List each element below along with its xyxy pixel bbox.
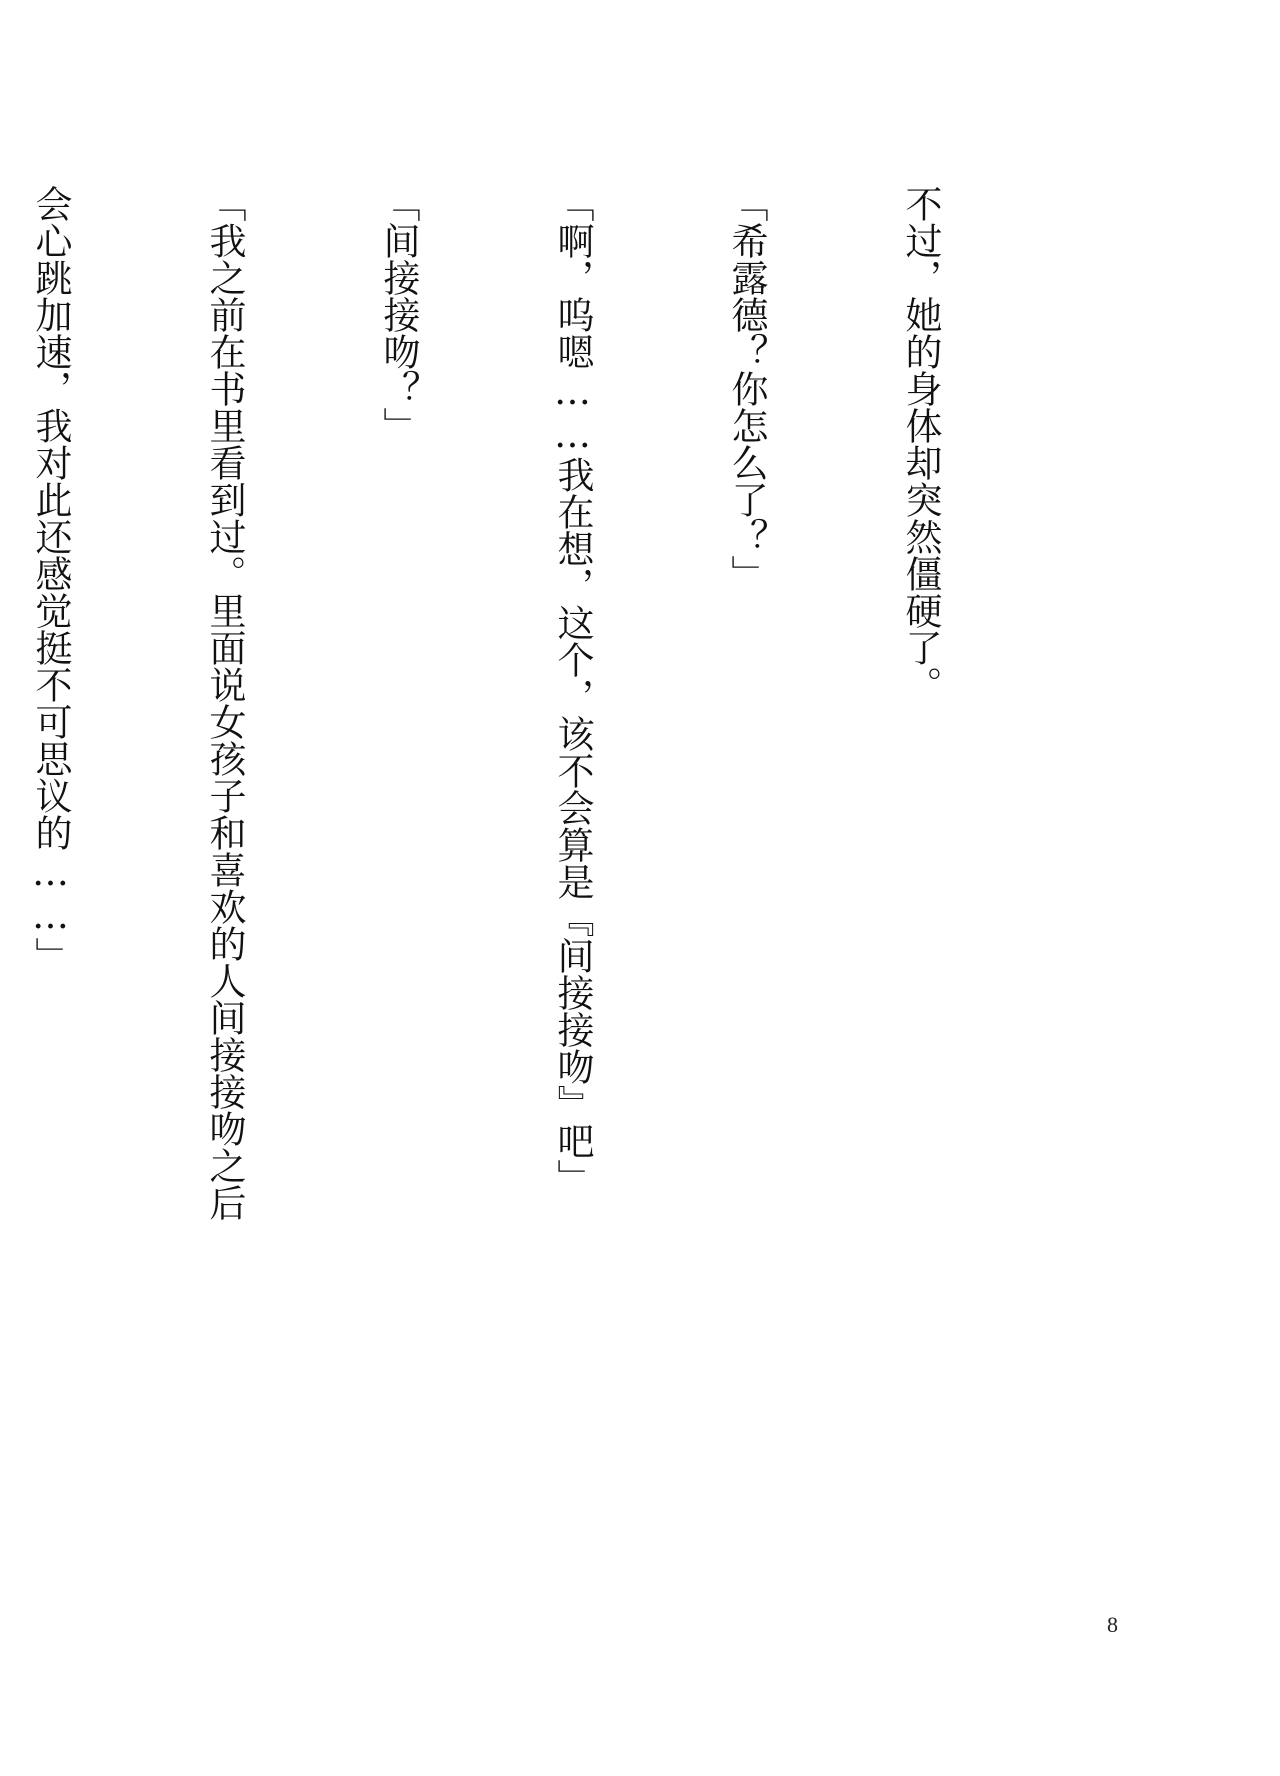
page-number: 8 — [1107, 1612, 1118, 1637]
text-line: 不过，她的身体却突然僵硬了。 — [899, 185, 942, 703]
text-line: 「希露德？你怎么了？」 — [725, 185, 768, 592]
text-line: 「间接接吻？」 — [377, 185, 420, 444]
vertical-text-body — [0, 185, 1065, 1525]
text-line: 会心跳加速，我对此还感觉挺不可思议的……」 — [29, 185, 72, 974]
text-line: 「啊，呜嗯……我在想，这个，该不会算是『间接接吻』吧」 — [551, 185, 594, 1196]
text-line: 「我之前在书里看到过。里面说女孩子和喜欢的人间接接吻之后 — [203, 185, 246, 1221]
